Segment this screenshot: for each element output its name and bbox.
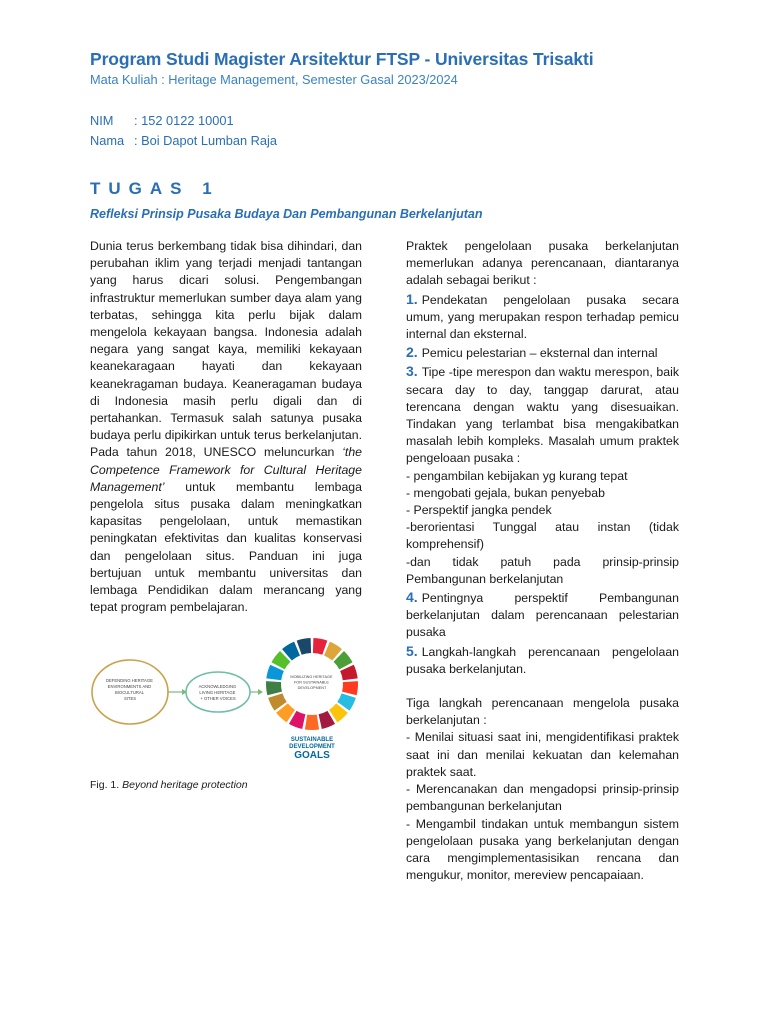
- paragraph-text-a: Dunia terus berkembang tidak bisa dihindari, dan perubahan iklim yang terjadi menjadi tantangan yang harus dicari solusi. Pengembangan infrastruktur memerlukan sumber daya alam yang terbatas, sehingga kita perlu bijak dalam mengelola kekayaan bangsa. Indonesia adalah negara yang sangat kaya, memiliki kekayaan keanekaragaan hayati dan kekayaan keanekragaman budaya. Keaneragaman budaya di Indonesia masih perlu digali dan di pertahankan. Termasuk salah satunya pusaka budaya perlu dipikirkan untuk terus berkelanjutan. Pada tahun 2018, UNESCO meluncurkan: [90, 239, 362, 460]
- steps-list: [406, 729, 679, 884]
- numbered-list-1: [406, 291, 679, 468]
- node3-line1: MOBILIZING HERITAGE: [290, 675, 333, 679]
- node1-line3: BIOCULTURAL: [114, 690, 144, 695]
- nim-label: NIM: [90, 113, 114, 128]
- assignment-title: TUGAS 1: [90, 179, 220, 198]
- paragraph-text-b: untuk membantu lembaga pengelola situs pusaka dalam meningkatkan kapasitas pengelolaan, untuk memastikan peningkatan efektivitas dan kualitas konservasi dan pengelolaan situs. Panduan ini juga bertujuan untuk membantu universitas dan lembaga Pendidikan dalam merancang yang tepat program pembelajaran.: [90, 479, 362, 615]
- nim-row: [90, 111, 710, 131]
- sdg-segment: [342, 681, 358, 695]
- problem-item: - pengambilan kebijakan yg kurang tepat: [406, 468, 628, 483]
- figure-caption: [90, 779, 248, 791]
- step-item: - Merencanakan dan mengadopsi prinsip-prinsip pembangunan berkelanjutan: [406, 782, 679, 814]
- arrowhead-2: [258, 689, 263, 695]
- problem-item: - Perspektif jangka pendek: [406, 503, 552, 518]
- left-column: [90, 238, 362, 616]
- node1-line4: SITES: [123, 696, 137, 701]
- numbered-list-2: [406, 589, 679, 678]
- framework-title: ‘the Competence Framework for Cultural Heritage Management’: [90, 445, 362, 494]
- right-intro: Praktek pengelolaan pusaka berkelanjutan memerlukan adanya perencanaan, diantaranya adalah sebagai berikut :: [406, 239, 679, 288]
- document-header: [90, 48, 710, 151]
- svg-text:ACKNOWLEDGING LIVING HER: [199, 684, 238, 701]
- item-number: 2.: [406, 344, 418, 361]
- item-text: Langkah-langkah perencanaan pengelolaan pusaka berkelanjutan.: [406, 644, 679, 676]
- caption-title: Beyond heritage protection: [122, 779, 248, 791]
- item-number: 5.: [406, 642, 418, 659]
- nama-value: : Boi Dapot Lumban Raja: [134, 133, 277, 148]
- nama-label: Nama: [90, 133, 125, 148]
- step-item: - Menilai situasi saat ini, mengidentifikasi praktek saat ini dan menilai kekuatan dan kelemahan praktek saat.: [406, 730, 679, 779]
- item-text: Pentingnya perspektif Pembangunan berkelanjutan dalam perencanaan pelestarian pusaka: [406, 591, 679, 640]
- sdg-segment: [266, 681, 282, 695]
- nim-value: : 152 0122 10001: [134, 113, 234, 128]
- node2-line3: + OTHER VOICES: [200, 696, 236, 701]
- item-text: Tipe -tipe merespon dan waktu merespon, baik secara day to day, tanggap darurat, atau terencana dengan waktu yang disesuaikan. Tindakan yang terlambat bisa mengakibatkan masalah lebih kompleks. Masalah umum praktek pengeloaan pusaka :: [406, 365, 679, 466]
- node1-line1: DEFENDING HERITAGE: [105, 678, 153, 683]
- assignment-heading: [90, 178, 710, 224]
- heritage-diagram: [90, 636, 362, 762]
- item-number: 1.: [406, 290, 418, 307]
- sdg-label-2: DEVELOPMENT: [289, 744, 335, 750]
- numbered-item: [406, 291, 679, 344]
- course-subtitle: Mata Kuliah : Heritage Management, Semester Gasal 2023/2024: [90, 72, 458, 87]
- item-text: Pendekatan pengelolaan pusaka secara umum, yang merupakan respon terhadap pemicu internal dan eksternal.: [406, 292, 679, 342]
- student-info: [90, 111, 710, 151]
- node3-line2: FOR SUSTAINABLE: [293, 680, 329, 685]
- node2-line2: LIVING HERITAGE: [199, 690, 236, 695]
- figure-beyond-heritage: [90, 636, 362, 762]
- numbered-item: [406, 589, 679, 642]
- program-title: Program Studi Magister Arsitektur FTSP - Universitas Trisakti: [90, 49, 594, 69]
- node1-line2: ENVIRONMENTS AND: [107, 684, 152, 689]
- numbered-item: [406, 643, 679, 678]
- nama-row: [90, 131, 710, 151]
- intro-paragraph: [90, 238, 362, 616]
- three-steps-intro: Tiga langkah perencanaan mengelola pusaka berkelanjutan :: [406, 696, 679, 728]
- sdg-segment: [313, 638, 327, 655]
- right-column: [406, 238, 679, 884]
- sdg-label-1: SUSTAINABLE: [290, 737, 334, 743]
- problem-item: - mengobati gejala, bukan penyebab: [406, 485, 605, 500]
- assignment-subtitle: Refleksi Prinsip Pusaka Budaya Dan Pembangunan Berkelanjutan: [90, 207, 483, 221]
- sdg-segment: [305, 715, 319, 730]
- problem-item: -berorientasi Tunggal atau instan (tidak komprehensif): [406, 520, 679, 552]
- problem-list: [406, 468, 679, 588]
- numbered-item: [406, 363, 679, 467]
- step-item: - Mengambil tindakan untuk membangun sistem pengelolaan pusaka yang berkelanjutan dengan cara mengimplementasisikan rencana dan mengukur, monitor, mereview pencapaiaan.: [406, 816, 679, 883]
- node3-line3: DEVELOPMENT: [297, 686, 327, 690]
- caption-prefix: Fig. 1.: [90, 779, 123, 791]
- sdg-label-3: GOALS: [294, 750, 330, 761]
- node2-line1: ACKNOWLEDGING: [198, 684, 237, 689]
- problem-item: -dan tidak patuh pada prinsip-prinsip Pembangunan berkelanjutan: [406, 554, 679, 586]
- sdg-segment: [297, 638, 311, 655]
- numbered-item: [406, 344, 679, 362]
- item-text: Pemicu pelestarian – eksternal dan internal: [421, 346, 658, 361]
- item-number: 4.: [406, 589, 418, 606]
- item-number: 3.: [406, 363, 418, 380]
